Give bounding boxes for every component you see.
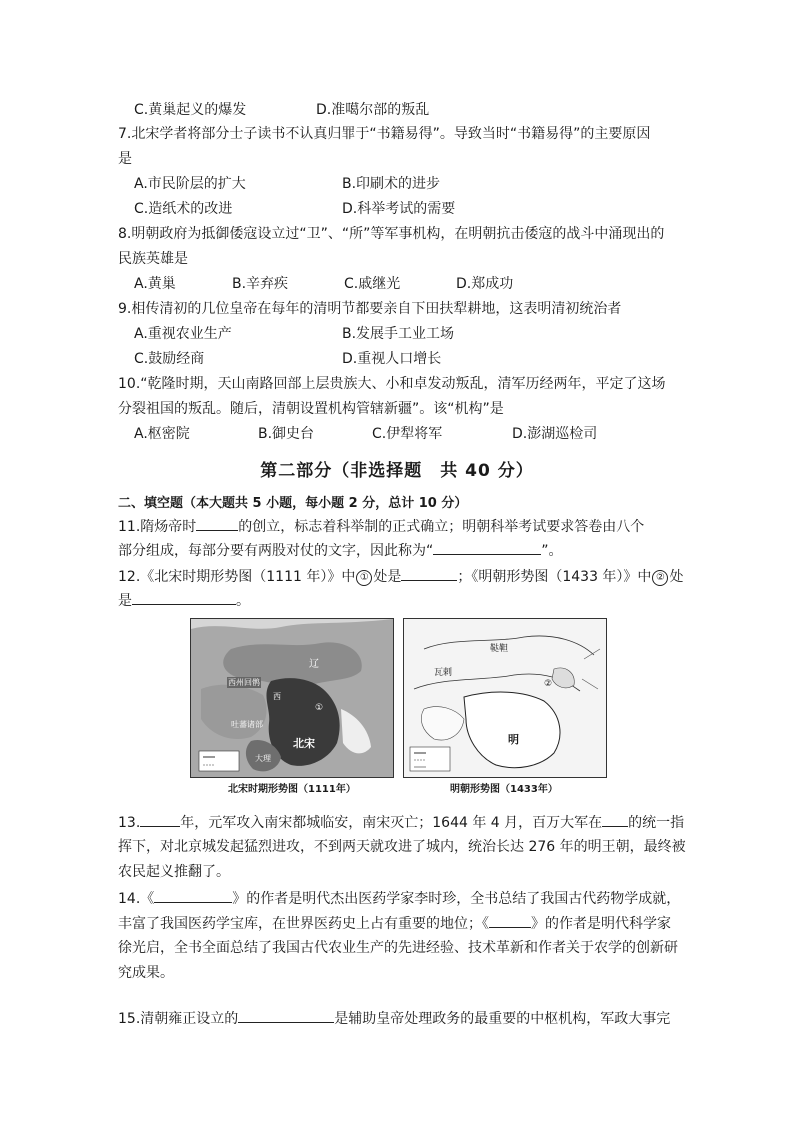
- q15-text-a: 15.清朝雍正设立的: [118, 1011, 239, 1027]
- q14-line2: [118, 913, 671, 934]
- q12-circle-1: ①: [356, 570, 372, 586]
- q12-text-c: ；《明朝形势图（1433 年）》中: [457, 569, 652, 585]
- q13-text-b: 年，元军攻入南宋都城临安，南宋灭亡；1644 年 4 月，百万大军在: [180, 815, 603, 831]
- q13-blank-1[interactable]: [140, 812, 180, 827]
- q7-stem-line2: 是: [118, 151, 132, 167]
- q8-option-c: C.戚继光: [344, 276, 401, 292]
- q13-line3: 农民起义推翻了。: [118, 864, 230, 880]
- q7-option-a: A.市民阶层的扩大: [134, 176, 246, 192]
- q11-blank-1[interactable]: [196, 516, 238, 531]
- map-label-dada: 鞑靼: [490, 644, 509, 654]
- q8-option-b: B.辛弃疾: [232, 276, 289, 292]
- q8-stem-line2: 民族英雄是: [118, 251, 188, 267]
- q13-text-a: 13.: [118, 815, 141, 831]
- q9-option-d: D.重视人口增长: [342, 351, 442, 367]
- q7-option-c: C.造纸术的改进: [134, 201, 233, 217]
- q9-option-a: A.重视农业生产: [134, 326, 232, 342]
- q11-text-b: 的创立，标志着科举制的正式确立；明朝科举考试要求答卷由八个: [238, 519, 645, 535]
- ming-map-caption: 明朝形势图（1433年）: [450, 784, 558, 795]
- q9-stem-line1: 9.相传清初的几位皇帝在每年的清明节都要亲自下田扶犁耕地，这表明清初统治者: [118, 301, 622, 317]
- northern-song-map-caption: 北宋时期形势图（1111年）: [228, 784, 356, 795]
- map-label-tubo: 吐蕃诸部: [231, 720, 263, 729]
- q11-line2: [118, 540, 563, 561]
- q8-option-d: D.郑成功: [456, 276, 514, 292]
- map-label-xizhou: 西州回鹘: [228, 678, 260, 687]
- q12-text-a: 12.《北宋时期形势图（1111 年）》中: [118, 569, 356, 585]
- q6-option-c: C.黄巢起义的爆发: [134, 102, 247, 118]
- map-marker-2: ②: [544, 679, 553, 689]
- q13-line2: 挥下，对北京城发起猛烈进攻，不到两天就攻进了城内，统治长达 276 年的明王朝，最终被: [118, 839, 686, 855]
- q11-text-a: 11.隋炀帝时: [118, 519, 197, 535]
- map-label-ming: 明: [508, 733, 519, 746]
- map-label-beisong: 北宋: [293, 737, 315, 750]
- map-label-dali: 大理: [255, 754, 271, 763]
- q14-text-line2a: 丰富了我国医药学宝库，在世界医药史上占有重要的地位；《: [118, 916, 489, 932]
- part2-title-text: 第二部分（非选择题: [260, 461, 423, 481]
- q9-option-c: C.鼓励经商: [134, 351, 205, 367]
- q13-blank-2[interactable]: [602, 812, 628, 827]
- q14-text-b: 》的作者是明代杰出医药学家李时珍，全书总结了我国古代药物学成就，: [232, 891, 681, 907]
- q12-line2: [118, 590, 250, 611]
- northern-song-map: [190, 618, 394, 778]
- q11-text-c: 部分组成，每部分要有两股对仗的文字，因此称为“: [118, 543, 434, 559]
- q14-text-a: 14.《: [118, 891, 155, 907]
- q12-text-d: 处: [669, 569, 684, 585]
- q7-option-b: B.印刷术的进步: [342, 176, 441, 192]
- q8-stem-line1: 8.明朝政府为抵御倭寇设立过“卫”、“所”等军事机构，在明朝抗击倭寇的战斗中涌现出的: [118, 226, 665, 242]
- map-label-xi: 西: [273, 692, 281, 701]
- q10-option-b: B.御史台: [258, 426, 315, 442]
- q8-option-a: A.黄巢: [134, 276, 176, 292]
- q12-line1: [118, 566, 683, 587]
- q13-line1: [118, 812, 684, 833]
- q7-stem-line1: 7.北宋学者将部分士子读书不认真归罪于“书籍易得”。导致当时“书籍易得”的主要原因: [118, 126, 651, 142]
- part2-title: [0, 456, 794, 481]
- q12-circle-2: ②: [652, 570, 668, 586]
- q12-blank-1[interactable]: [401, 566, 457, 581]
- q15-blank-1[interactable]: [238, 1008, 334, 1023]
- q10-stem-line2: 分裂祖国的叛乱。随后，清朝设置机构管辖新疆”。该“机构”是: [118, 401, 504, 417]
- q10-stem-line1: 10.“乾隆时期，天山南路回部上层贵族大、小和卓发动叛乱，清军历经两年，平定了这场: [118, 376, 666, 392]
- map-label-wala: 瓦剌: [434, 668, 453, 678]
- q10-option-c: C.伊犁将军: [372, 426, 443, 442]
- q14-blank-2[interactable]: [489, 913, 531, 928]
- q6-option-d: D.准噶尔部的叛乱: [316, 102, 430, 118]
- q15-line1: [118, 1008, 670, 1029]
- northern-song-map-drawing: [191, 619, 393, 777]
- q15-text-b: 是辅助皇帝处理政务的最重要的中枢机构，军政大事完: [334, 1011, 671, 1027]
- q12-text-f: 。: [236, 593, 250, 609]
- q10-option-a: A.枢密院: [134, 426, 190, 442]
- q11-line1: [118, 516, 644, 537]
- q11-blank-2[interactable]: [433, 540, 541, 555]
- q14-line1: [118, 888, 680, 909]
- q14-line4: 究成果。: [118, 965, 174, 981]
- q7-option-d: D.科举考试的需要: [342, 201, 456, 217]
- q9-option-b: B.发展手工业工场: [342, 326, 455, 342]
- q12-text-b: 处是: [373, 569, 402, 585]
- ming-map: [403, 618, 607, 778]
- q12-text-e: 是: [118, 593, 132, 609]
- q12-blank-2[interactable]: [132, 590, 236, 605]
- q10-option-d: D.澎湖巡检司: [512, 426, 598, 442]
- q13-text-c: 的统一指: [628, 815, 685, 831]
- fill-in-heading: 二、填空题（本大题共 5 小题，每小题 2 分，总计 10 分）: [118, 496, 468, 511]
- q11-text-d: ”。: [541, 543, 563, 559]
- q14-text-line2b: 》的作者是明代科学家: [531, 916, 671, 932]
- map-marker-1: ①: [315, 703, 324, 713]
- map-label-liao: 辽: [309, 659, 319, 670]
- q14-line3: 徐光启，全书全面总结了我国古代农业生产的先进经验、技术革新和作者关于农学的创新研: [118, 940, 678, 956]
- q14-blank-1[interactable]: [154, 888, 232, 903]
- part2-score: 共 40 分）: [440, 461, 534, 481]
